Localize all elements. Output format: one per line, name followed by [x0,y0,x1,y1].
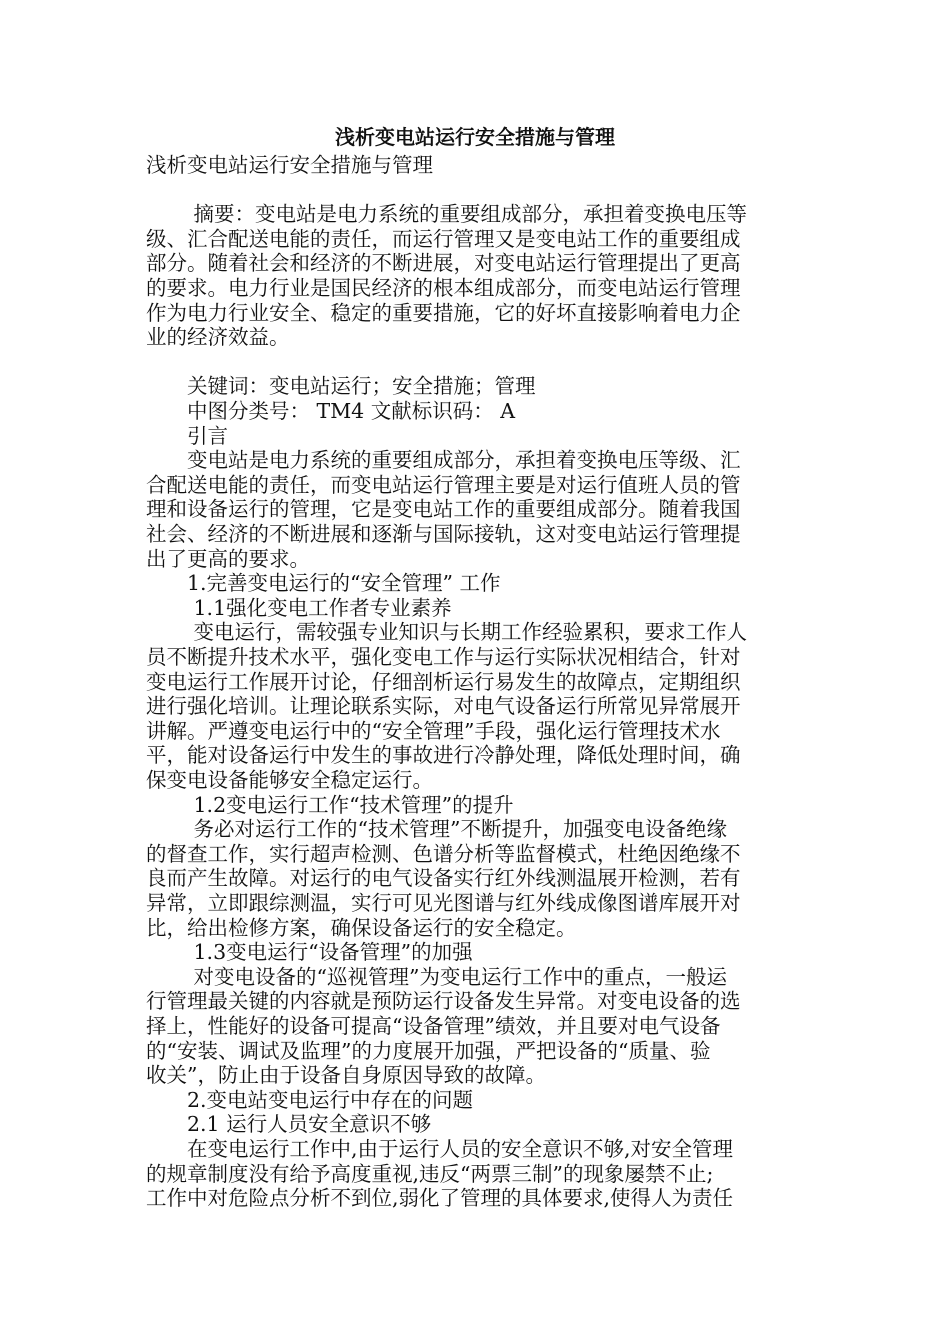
body-line: 理和设备运行的管理，它是变电站工作的重要组成部分。随着我国 [146,497,741,522]
body-line: 1.2变电运行工作“技术管理”的提升 [146,792,514,817]
body-line: 的要求。电力行业是国民经济的根本组成部分，而变电站运行管理 [146,276,741,300]
body-line: 合配送电能的责任，而变电站运行管理主要是对运行值班人员的管 [146,472,741,497]
body-line: 择上，性能好的设备可提高“设备管理”绩效，并且要对电气设备 [146,1014,721,1038]
body-line: 行管理最关键的内容就是预防运行设备发生异常。对变电设备的选 [146,989,741,1014]
body-line: 进行强化培训。让理论联系实际，对电气设备运行所常见异常展开 [146,694,741,719]
body-line: 良而产生故障。对运行的电气设备实行红外线测温展开检测，若有 [146,866,741,891]
body-line: 浅析变电站运行安全措施与管理 [146,153,433,177]
body-line: 1.1强化变电工作者专业素养 [146,595,452,620]
body-line: 务必对运行工作的“技术管理”不断提升，加强变电设备绝缘 [146,817,727,842]
body-line: 异常，立即跟综测温，实行可见光图谱与红外线成像图谱库展开对 [146,891,741,915]
body-line: 平，能对设备运行中发生的事故进行冷静处理，降低处理时间，确 [146,743,741,768]
body-line: 的规章制度没有给予高度重视,违反“两票三制”的现象屡禁不止; [146,1161,714,1186]
body-line: 部分。随着社会和经济的不断进展，对变电站运行管理提出了更高 [146,251,741,276]
body-line: 1.完善变电运行的“安全管理” 工作 [146,571,501,596]
body-line: 摘要：变电站是电力系统的重要组成部分，承担着变换电压等 [146,202,748,227]
body-line: 级、汇合配送电能的责任，而运行管理又是变电站工作的重要组成 [146,226,741,251]
body-line: 作为电力行业安全、稳定的重要措施，它的好坏直接影响着电力企 [146,300,741,325]
body-line: 对变电设备的“巡视管理”为变电运行工作中的重点，一般运 [146,964,727,989]
body-line: 引言 [146,423,228,448]
document-title: 浅析变电站运行安全措施与管理 [335,125,615,149]
body-line: 的督查工作，实行超声检测、色谱分析等监督模式，杜绝因绝缘不 [146,841,741,866]
body-line: 讲解。严遵变电运行中的“安全管理”手段，强化运行管理技术水 [146,718,721,743]
body-line: 变电运行，需较强专业知识与长期工作经验累积，要求工作人 [146,620,748,645]
body-line: 员不断提升技术水平，强化变电工作与运行实际状况相结合，针对 [146,645,741,669]
body-line: 2.变电站变电运行中存在的问题 [146,1087,474,1112]
body-line: 的“安装、调试及监理”的力度展开加强，严把设备的“质量、验 [146,1038,711,1063]
body-line: 社会、经济的不断进展和逐渐与国际接轨，这对变电站运行管理提 [146,522,741,546]
body-line: 变电站是电力系统的重要组成部分，承担着变换电压等级、汇 [146,448,741,473]
body-line: 中图分类号： TM4 文献标识码： A [146,399,516,423]
body-line: 在变电运行工作中,由于运行人员的安全意识不够,对安全管理 [146,1137,734,1161]
body-line: 比，给出检修方案，确保设备运行的安全稳定。 [146,915,577,940]
body-line: 收关”，防止由于设备自身原因导致的故障。 [146,1063,546,1088]
body-line: 工作中对危险点分析不到位,弱化了管理的具体要求,使得人为责任 [146,1186,734,1211]
body-line: 2.1 运行人员安全意识不够 [146,1112,432,1137]
body-line: 1.3变电运行“设备管理”的加强 [146,940,473,965]
body-line: 出了更高的要求。 [146,546,310,571]
body-line: 业的经济效益。 [146,325,290,350]
body-line: 保变电设备能够安全稳定运行。 [146,768,433,792]
body-line: 变电运行工作展开讨论，仔细剖析运行易发生的故障点，定期组织 [146,669,741,694]
body-line: 关键词：变电站运行；安全措施；管理 [146,374,536,399]
